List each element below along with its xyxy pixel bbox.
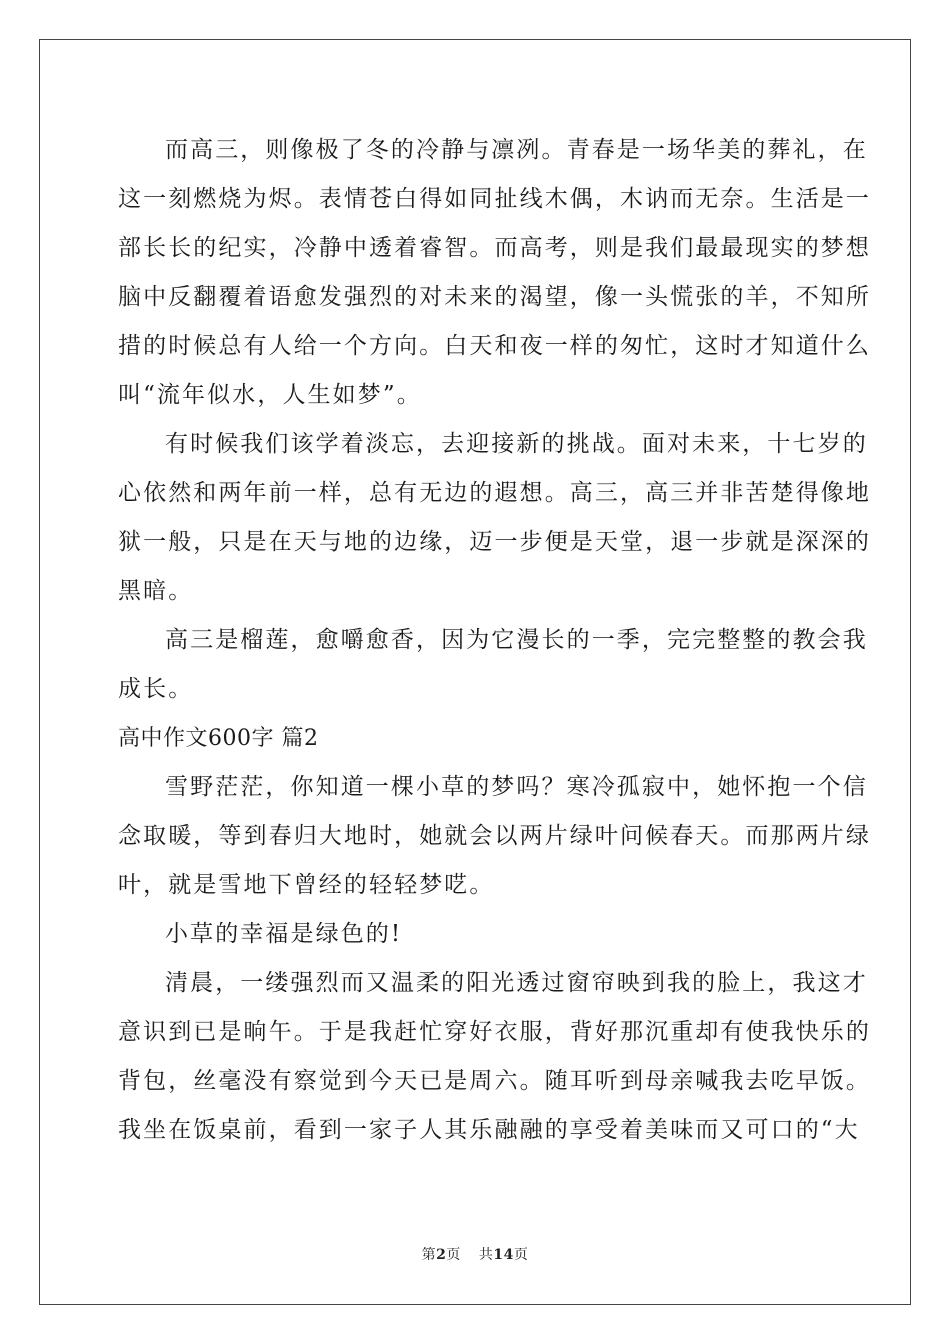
text-line: 意识到已是晌午。于是我赶忙穿好衣服，背好那沉重却有使我快乐的	[118, 1019, 871, 1045]
text-line: 而高三，则像极了冬的冷静与凛冽。青春是一场华美的葬礼，在	[165, 137, 868, 163]
text-line: 背包，丝毫没有察觉到今天已是周六。随耳听到母亲喊我去吃早饭。	[118, 1068, 871, 1094]
footer-total-suffix: 页	[513, 1247, 529, 1263]
document-body	[118, 126, 871, 1155]
text-line: 有时候我们该学着淡忘，去迎接新的挑战。面对未来，十七岁的	[165, 431, 868, 457]
text-line: 念取暖，等到春归大地时，她就会以两片绿叶问候春天。而那两片绿	[118, 823, 871, 849]
text-line: 小草的幸福是绿色的!	[165, 921, 403, 947]
total-page-count: 14	[493, 1247, 514, 1263]
footer-prefix: 第	[421, 1247, 437, 1263]
section-heading: 高中作文600字 篇2	[118, 726, 319, 751]
text-line: 我坐在饭桌前，看到一家子人其乐融融的享受着美味而又可口的“大	[118, 1117, 860, 1143]
text-line: 雪野茫茫，你知道一棵小草的梦吗？寒冷孤寂中，她怀抱一个信	[165, 774, 868, 800]
text-line: 叶，就是雪地下曾经的轻轻梦呓。	[118, 872, 495, 898]
text-line: 心依然和两年前一样，总有无边的遐想。高三，高三并非苦楚得像地	[118, 480, 871, 506]
page-footer	[0, 1244, 950, 1264]
footer-page-suffix: 页	[446, 1247, 461, 1263]
text-line: 黑暗。	[118, 578, 194, 604]
text-line: 叫“流年似水，人生如梦”。	[118, 382, 422, 408]
text-line: 脑中反翻覆着语愈发强烈的对未来的渴望，像一头慌张的羊，不知所	[118, 284, 871, 310]
current-page-number: 2	[436, 1247, 447, 1263]
text-line: 成长。	[118, 676, 194, 702]
text-line: 清晨，一缕强烈而又温柔的阳光透过窗帘映到我的脸上，我这才	[165, 970, 868, 996]
text-line: 这一刻燃烧为烬。表情苍白得如同扯线木偶，木讷而无奈。生活是一	[118, 186, 871, 212]
text-line: 狱一般，只是在天与地的边缘，迈一步便是天堂，退一步就是深深的	[118, 529, 871, 555]
text-line: 高三是榴莲，愈嚼愈香，因为它漫长的一季，完完整整的教会我	[165, 627, 868, 653]
text-line: 部长长的纪实，冷静中透着睿智。而高考，则是我们最最现实的梦想	[118, 235, 871, 261]
text-line: 措的时候总有人给一个方向。白天和夜一样的匆忙，这时才知道什么	[118, 333, 871, 359]
footer-total-prefix: 共	[478, 1247, 494, 1263]
